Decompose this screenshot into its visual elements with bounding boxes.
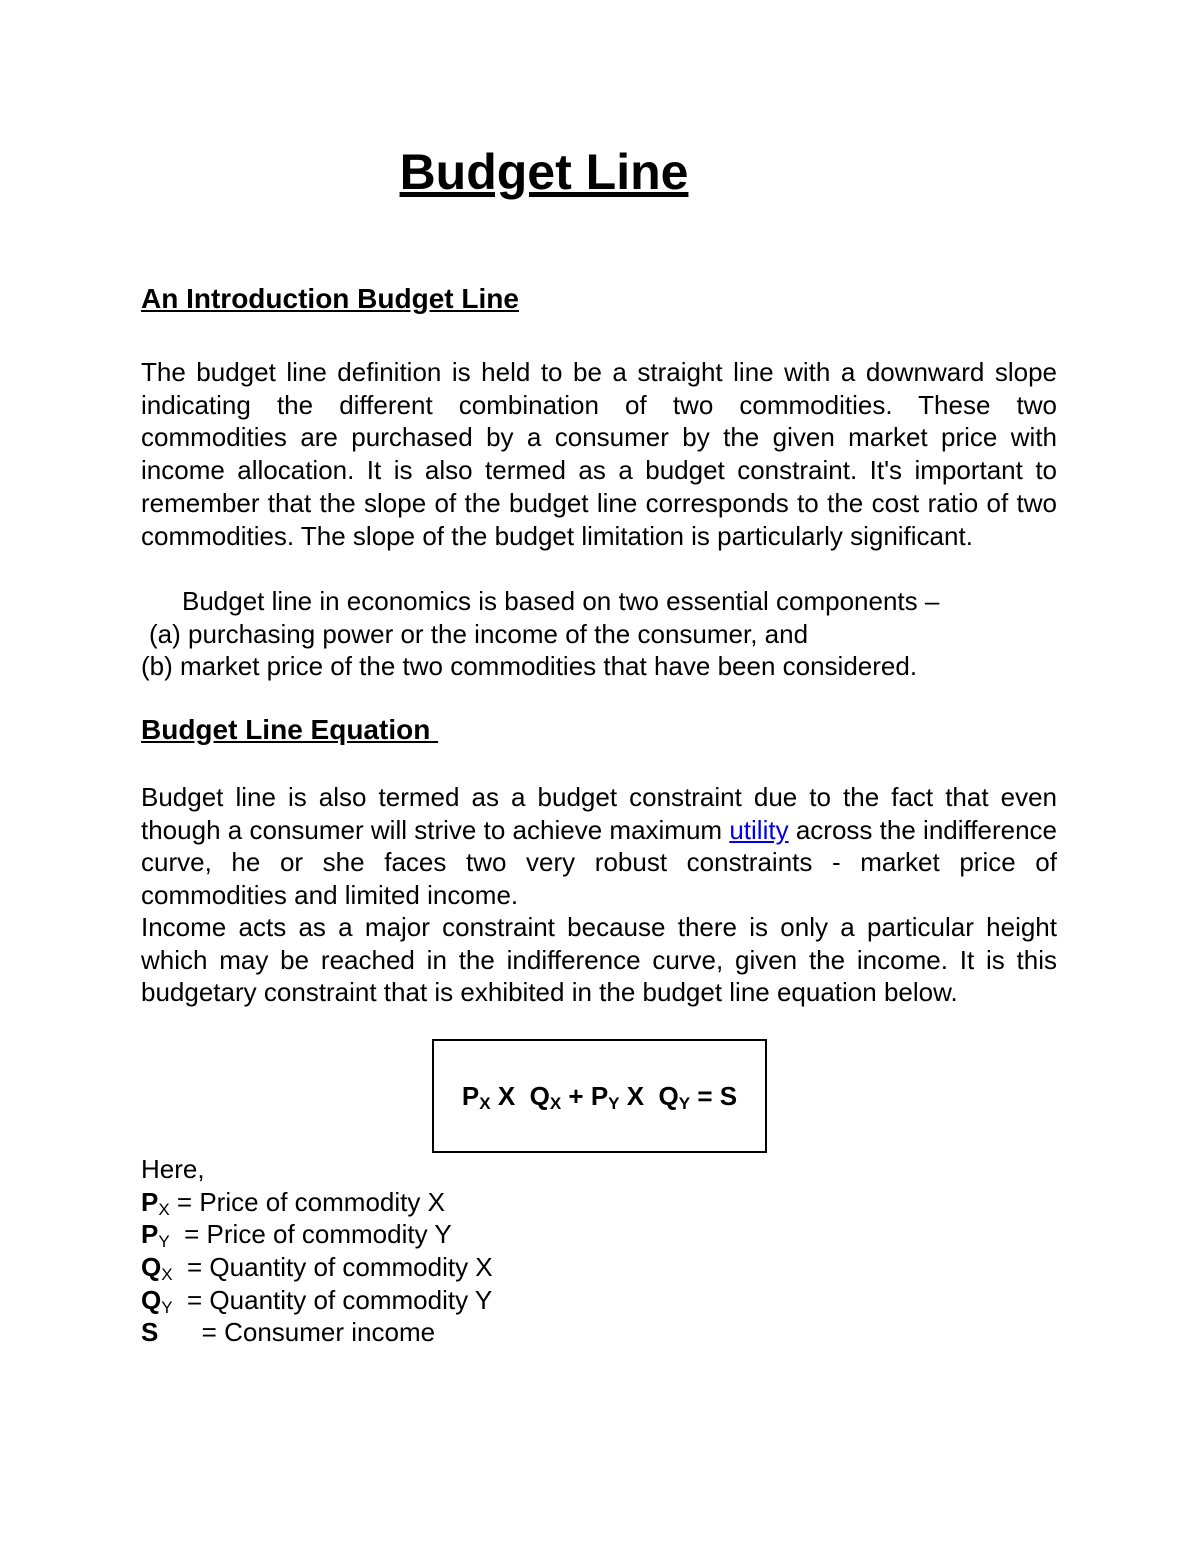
definition-qy: $Q_Y$ = Quantity of commodity Y	[141, 1284, 493, 1317]
definition-qx: $Q_X$ = Quantity of commodity X	[141, 1252, 493, 1285]
component-b: (b) market price of the two commodities that have been considered.	[141, 651, 918, 681]
eq-py: $P_Y$	[590, 1080, 620, 1113]
eq-px: $P_X$	[461, 1080, 491, 1113]
page-title: Budget Line	[399, 144, 689, 200]
budget-equation-box	[432, 1039, 767, 1153]
here-label: Here,	[141, 1154, 205, 1184]
component-a: (a) purchasing power or the income of the consumer, and	[149, 619, 809, 649]
para1-text-after: across the indifference curve, he or she faces two very robust constraints - market price of commodities and limited income.	[141, 814, 1057, 911]
eq-qx: $Q_X$	[529, 1080, 562, 1113]
components-intro: Budget line in economics is based on two essential components –	[182, 586, 940, 616]
definition-s: S = Consumer income	[141, 1317, 436, 1348]
equation-paragraph-1	[141, 781, 1057, 912]
eq-times-1: X	[490, 1080, 530, 1111]
eq-times-2: X	[619, 1080, 659, 1111]
definition-py: $P_Y$ = Price of commodity Y	[141, 1219, 452, 1252]
equation-heading: Budget Line Equation	[141, 714, 439, 745]
intro-paragraph: The budget line definition is held to be a straight line with a downward slope indicating the different combination of two commodities. These two commodities are purchased by a consumer by the given market price with income allocation. It is also termed as a budget constraint. It's important to remember that the slope of the budget line corresponds to the cost ratio of two commodities. The slope of the budget limitation is particularly significant.	[141, 357, 1057, 551]
para1-text-before: Budget line is also termed as a budget constraint due to the fact that even though a consumer will strive to achieve maximum	[141, 782, 1057, 845]
eq-equals-s: = S	[690, 1080, 738, 1111]
equation-paragraph-2: Income acts as a major constraint because there is only a particular height which may be reached in the indifference curve, given the income. It is this budgetary constraint that is exhibited in the budget line equation below.	[141, 912, 1057, 1008]
eq-plus: +	[561, 1080, 591, 1111]
definitions-list	[141, 1153, 493, 1349]
utility-link[interactable]: utility	[729, 814, 789, 845]
intro-heading: An Introduction Budget Line	[141, 283, 519, 314]
eq-qy: $Q_Y$	[658, 1080, 691, 1113]
definition-px: $P_X$ = Price of commodity X	[141, 1186, 445, 1219]
